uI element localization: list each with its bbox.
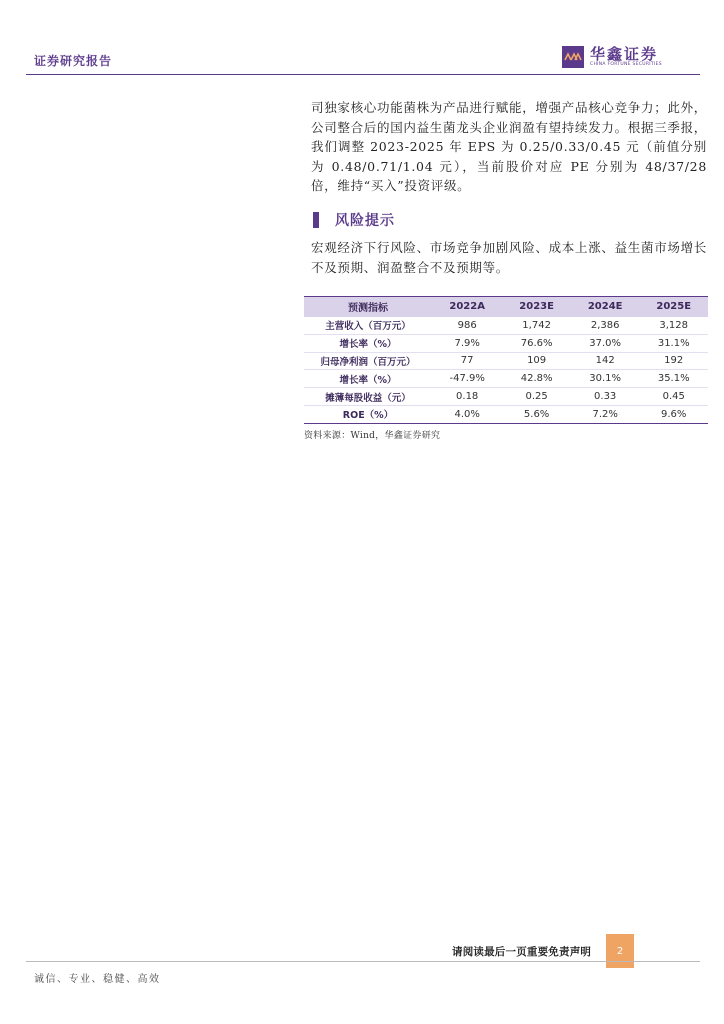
report-header-title: 证券研究报告 — [34, 54, 113, 68]
footer-motto: 诚信、专业、稳健、高效 — [34, 974, 161, 985]
table-cell: 35.1% — [639, 370, 708, 388]
table-row — [304, 370, 708, 388]
table-header-cell: 2023E — [502, 297, 571, 317]
footer-divider — [26, 961, 700, 962]
table-cell: 30.1% — [571, 370, 640, 388]
table-cell: 3,128 — [639, 317, 708, 335]
table-cell: 9.6% — [639, 405, 708, 423]
table-cell: 4.0% — [432, 405, 502, 423]
table-cell: 192 — [639, 352, 708, 370]
header-divider — [26, 74, 700, 75]
row-label: 增长率（%） — [304, 370, 432, 388]
table-row — [304, 334, 708, 352]
table-cell: 0.25 — [502, 388, 571, 406]
row-label: ROE（%） — [304, 405, 432, 423]
table-header-cell: 预测指标 — [304, 297, 432, 317]
table-cell: 0.33 — [571, 388, 640, 406]
risk-section-heading — [311, 210, 707, 230]
forecast-table — [304, 296, 708, 424]
table-cell: 142 — [571, 352, 640, 370]
table-cell: 2,386 — [571, 317, 640, 335]
risk-section-title: 风险提示 — [335, 212, 395, 229]
table-cell: 42.8% — [502, 370, 571, 388]
table-cell: -47.9% — [432, 370, 502, 388]
row-label: 主营收入（百万元） — [304, 317, 432, 335]
table-row — [304, 405, 708, 423]
table-header-cell: 2024E — [571, 297, 640, 317]
row-label: 增长率（%） — [304, 334, 432, 352]
table-cell: 0.18 — [432, 388, 502, 406]
section-marker-bar — [313, 212, 319, 228]
table-row — [304, 352, 708, 370]
logo-mark-icon — [562, 46, 584, 68]
table-header-row — [304, 297, 708, 317]
table-cell: 7.2% — [571, 405, 640, 423]
table-header-cell: 2025E — [639, 297, 708, 317]
table-cell: 37.0% — [571, 334, 640, 352]
table-cell: 76.6% — [502, 334, 571, 352]
table-cell: 109 — [502, 352, 571, 370]
main-content — [311, 98, 707, 277]
row-label: 归母净利润（百万元） — [304, 352, 432, 370]
investment-paragraph: 司独家核心功能菌株为产品进行赋能，增强产品核心竞争力；此外，公司整合后的国内益生菌龙头企业润盈有望持续发力。根据三季报，我们调整 2023-2025 年 EPS 为 0.25/0.33/0.45 元（前值分别为 0.48/0.71/1.04 元），当前股价对应 PE 分别为 48/37/28 倍，维持“买入”投资评级。 — [311, 100, 708, 194]
table-row — [304, 388, 708, 406]
logo-english-name: CHINA FORTUNE SECURITIES — [590, 62, 662, 67]
page-number-badge: 2 — [606, 934, 634, 968]
row-label: 摊薄每股收益（元） — [304, 388, 432, 406]
table-cell: 77 — [432, 352, 502, 370]
table-cell: 7.9% — [432, 334, 502, 352]
table-source-note: 资料来源：Wind，华鑫证券研究 — [304, 431, 441, 441]
table-cell: 31.1% — [639, 334, 708, 352]
disclaimer-notice: 请阅读最后一页重要免责声明 — [452, 946, 592, 958]
risk-paragraph: 宏观经济下行风险、市场竞争加剧风险、成本上涨、益生菌市场增长不及预期、润盈整合不及预期等。 — [311, 239, 708, 275]
logo-chinese-name: 华鑫证券 — [590, 45, 659, 63]
table-row — [304, 317, 708, 335]
table-cell: 986 — [432, 317, 502, 335]
company-logo — [562, 46, 662, 68]
table-cell: 5.6% — [502, 405, 571, 423]
table-header-cell: 2022A — [432, 297, 502, 317]
table-cell: 0.45 — [639, 388, 708, 406]
table-cell: 1,742 — [502, 317, 571, 335]
